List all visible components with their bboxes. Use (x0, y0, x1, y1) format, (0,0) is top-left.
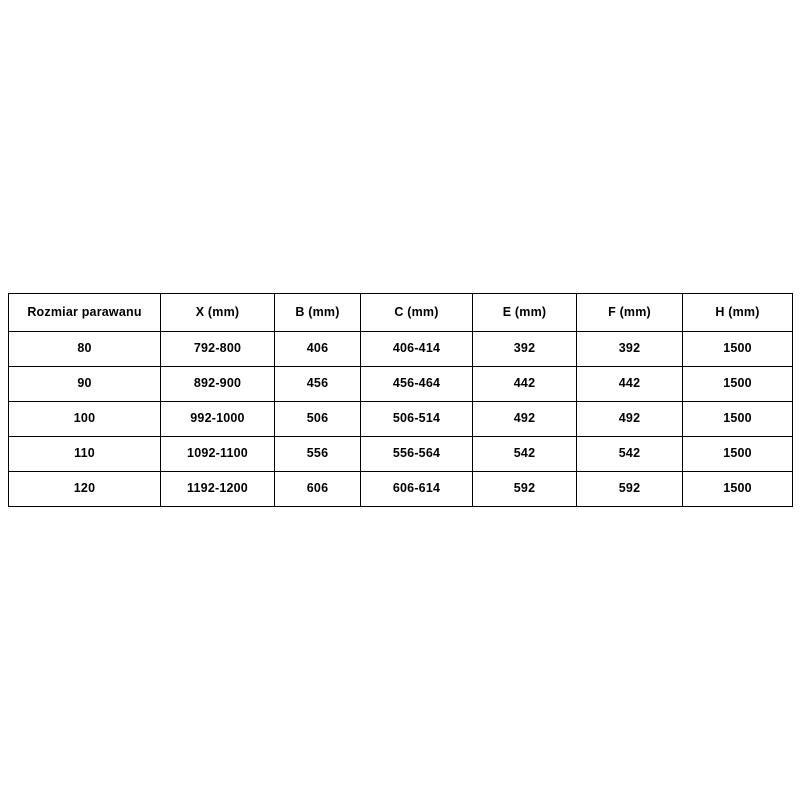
table-row (9, 437, 793, 472)
cell-x: 992-1000 (161, 402, 275, 437)
cell-h: 1500 (683, 437, 793, 472)
cell-h: 1500 (683, 472, 793, 507)
cell-c: 456-464 (361, 367, 473, 402)
cell-c: 506-514 (361, 402, 473, 437)
cell-b: 556 (275, 437, 361, 472)
cell-x: 792-800 (161, 332, 275, 367)
cell-c: 406-414 (361, 332, 473, 367)
table-row (9, 402, 793, 437)
cell-h: 1500 (683, 332, 793, 367)
cell-h: 1500 (683, 402, 793, 437)
cell-f: 592 (577, 472, 683, 507)
cell-size: 80 (9, 332, 161, 367)
cell-x: 892-900 (161, 367, 275, 402)
cell-x: 1192-1200 (161, 472, 275, 507)
cell-size: 100 (9, 402, 161, 437)
cell-x: 1092-1100 (161, 437, 275, 472)
cell-c: 606-614 (361, 472, 473, 507)
dimensions-table (8, 293, 793, 507)
column-header-h: H (mm) (683, 294, 793, 332)
cell-f: 392 (577, 332, 683, 367)
column-header-rozmiar-parawanu: Rozmiar parawanu (9, 294, 161, 332)
column-header-c: C (mm) (361, 294, 473, 332)
cell-e: 592 (473, 472, 577, 507)
column-header-f: F (mm) (577, 294, 683, 332)
table-row (9, 472, 793, 507)
cell-size: 90 (9, 367, 161, 402)
table-body (9, 332, 793, 507)
table-row (9, 332, 793, 367)
column-header-x: X (mm) (161, 294, 275, 332)
cell-b: 406 (275, 332, 361, 367)
cell-b: 506 (275, 402, 361, 437)
cell-f: 442 (577, 367, 683, 402)
cell-e: 542 (473, 437, 577, 472)
table-header-row (9, 294, 793, 332)
cell-c: 556-564 (361, 437, 473, 472)
column-header-b: B (mm) (275, 294, 361, 332)
cell-b: 456 (275, 367, 361, 402)
cell-e: 392 (473, 332, 577, 367)
spec-table-container (8, 293, 792, 507)
cell-h: 1500 (683, 367, 793, 402)
cell-f: 542 (577, 437, 683, 472)
cell-f: 492 (577, 402, 683, 437)
cell-e: 492 (473, 402, 577, 437)
table-header (9, 294, 793, 332)
cell-size: 110 (9, 437, 161, 472)
table-row (9, 367, 793, 402)
cell-b: 606 (275, 472, 361, 507)
cell-size: 120 (9, 472, 161, 507)
cell-e: 442 (473, 367, 577, 402)
column-header-e: E (mm) (473, 294, 577, 332)
